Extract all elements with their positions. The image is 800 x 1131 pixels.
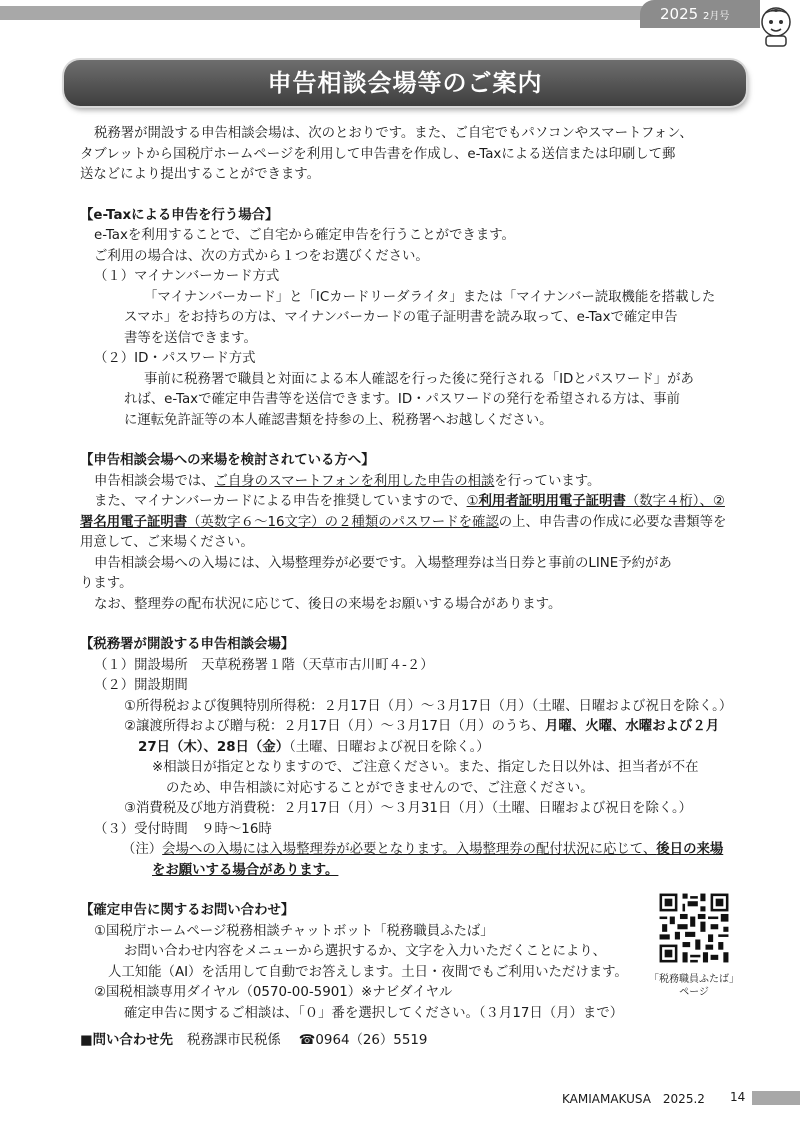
visit-para-4: なお、整理券の配布状況に応じて、後日の来場をお願いする場合があります。 — [94, 596, 562, 612]
qr-code-icon[interactable] — [657, 891, 731, 965]
method2-body-1: 事前に税務署で職員と対面による本人確認を行った後に発行される「IDとパスワード」があ — [144, 371, 694, 387]
contact-label: ■問い合わせ先 — [80, 1033, 173, 1048]
method1-body-3: 書等を送信できます。 — [124, 330, 257, 346]
method2-body-3: に運転免許証等の本人確認書類を持参の上、税務署へお越しください。 — [124, 412, 553, 428]
main-content — [80, 124, 733, 1024]
footer-text: KAMIAMAKUSA 2025.2 — [562, 1092, 705, 1106]
intro-line-2: タブレットから国税庁ホームページを利用して申告書を作成し、e-Taxによる送信または印刷して郵 — [80, 146, 676, 162]
issue-tab — [640, 0, 760, 28]
method1-title: （１）マイナンバーカード方式 — [94, 269, 280, 284]
visit-para-3-line-1: 申告相談会場への入場には、入場整理券が必要です。入場整理券は当日券と事前のLINE予約があ — [94, 555, 672, 571]
contact-phone[interactable]: ☎0964（26）5519 — [298, 1033, 428, 1048]
issue-year: 2025 — [660, 5, 699, 23]
venue-heading: 【税務署が開設する申告相談会場】 — [80, 637, 295, 652]
visit-para-3-line-2: ります。 — [80, 576, 133, 591]
visit-para-1: 申告相談会場では、ご自身のスマートフォンを利用した申告の相談を行っています。 — [94, 473, 601, 489]
visit-heading: 【申告相談会場への来場を検討されている方へ】 — [80, 453, 375, 468]
intro-line-1: 税務署が開設する申告相談会場は、次のとおりです。また、ご自宅でもパソコンやスマートフォン、 — [94, 126, 693, 141]
venue-item-3: ③消費税及び地方消費税：２月17日（月）～３月31日（月）（土曜、日曜および祝日を除く。） — [124, 801, 693, 816]
method1-body-1: 「マイナンバーカード」と「ICカードリーダライタ」または「マイナンバー読取機能を搭載した — [144, 289, 716, 305]
etax-line-2: ご利用の場合は、次の方式から１つをお選びください。 — [94, 248, 429, 264]
mascot-icon — [752, 0, 800, 48]
page-footer — [0, 1088, 800, 1108]
venue-note: （注）会場への入場には入場整理券が必要となります。入場整理券の配付状況に応じて、後日の来場をお願いする場合があります。 — [122, 842, 724, 878]
inquiry-item-2-body: 確定申告に関するご相談は、「０」番を選択してください。（３月17日（月）まで） — [124, 1005, 624, 1021]
visit-para-2: また、マイナンバーカードによる申告を推奨していますので、①利用者証明用電子証明書（数字４桁）、②署名用電子証明書（英数字６～16文字）の２種類のパスワードを確認の上、申告書の作成に必要な書類等を用意して、ご来場ください。 — [80, 494, 727, 550]
inquiry-item-2-title: ②国税相談専用ダイヤル（0570-00-5901）※ナビダイヤル — [94, 985, 453, 1000]
venue-period: （２）開設期間 — [94, 678, 188, 693]
venue-item-2-note-1: ※相談日が指定となりますので、ご注意ください。また、指定した日以外は、担当者が不在 — [152, 760, 699, 775]
inquiry-item-1-body-1: お問い合わせ内容をメニューから選択するか、文字を入力いただくことにより、 — [124, 944, 607, 959]
contact-info — [80, 1031, 427, 1051]
venue-item-2-note-2: のため、申告相談に対応することができませんので、ご注意ください。 — [166, 780, 594, 796]
smartphone-consult-underline: ご自身のスマートフォンを利用した申告の相談 — [214, 473, 495, 489]
venue-item-1: ①所得税および復興特別所得税：２月17日（月）～３月17日（月）（土曜、日曜および祝日を除く。） — [124, 698, 733, 714]
inquiry-item-1-body-2: 人工知能（AI）を活用して自動でお答えします。土日・夜間でもご利用いただけます。 — [108, 964, 628, 980]
qr-caption-2: ページ — [679, 987, 709, 998]
page-title: 申告相談会場等のご案内 — [64, 60, 746, 106]
signature-cert-password: 署名用電子証明書 — [80, 514, 188, 530]
top-bar — [0, 0, 800, 28]
contact-dept: 税務課市民税係 — [187, 1033, 281, 1048]
qr-area — [644, 891, 744, 999]
venue-item-2: ②譲渡所得および贈与税：２月17日（月）～３月17日（月）のうち、月曜、火曜、水曜および２月27日（木）、28日（金）（土曜、日曜および祝日を除く。） — [124, 719, 720, 755]
inquiry-heading: 【確定申告に関するお問い合わせ】 — [80, 903, 295, 918]
inquiry-item-1-title: ①国税庁ホームページ税務相談チャットボット「税務職員ふたば」 — [94, 923, 494, 939]
etax-line-1: e-Taxを利用することで、ご自宅から確定申告を行うことができます。 — [94, 228, 515, 243]
venue-place: （１）開設場所 天草税務署１階（天草市古川町４-２） — [94, 657, 434, 673]
intro-line-3: 送などにより提出することができます。 — [80, 167, 320, 182]
gift-tax-days: 月曜、火曜、水曜および２ — [545, 719, 706, 734]
venue-hours: （３）受付時間 ９時～16時 — [94, 821, 272, 837]
qr-caption-1: 「税務職員ふたば」 — [649, 974, 739, 985]
issue-month: 2月号 — [702, 11, 730, 22]
user-cert-password: 利用者証明用電子証明書 — [478, 494, 626, 509]
method2-title: （２）ID・パスワード方式 — [94, 351, 256, 366]
page-number: 14 — [730, 1090, 746, 1104]
etax-heading: 【e-Taxによる申告を行う場合】 — [80, 207, 279, 223]
method1-body-2: スマホ」をお持ちの方は、マイナンバーカードの電子証明書を読み取って、e-Taxで確定申告 — [124, 310, 678, 325]
method2-body-2: れば、e-Taxで確定申告書等を送信できます。ID・パスワードの発行を希望される方は、事前 — [124, 392, 680, 407]
top-band — [0, 6, 740, 20]
footer-bar — [752, 1091, 800, 1105]
